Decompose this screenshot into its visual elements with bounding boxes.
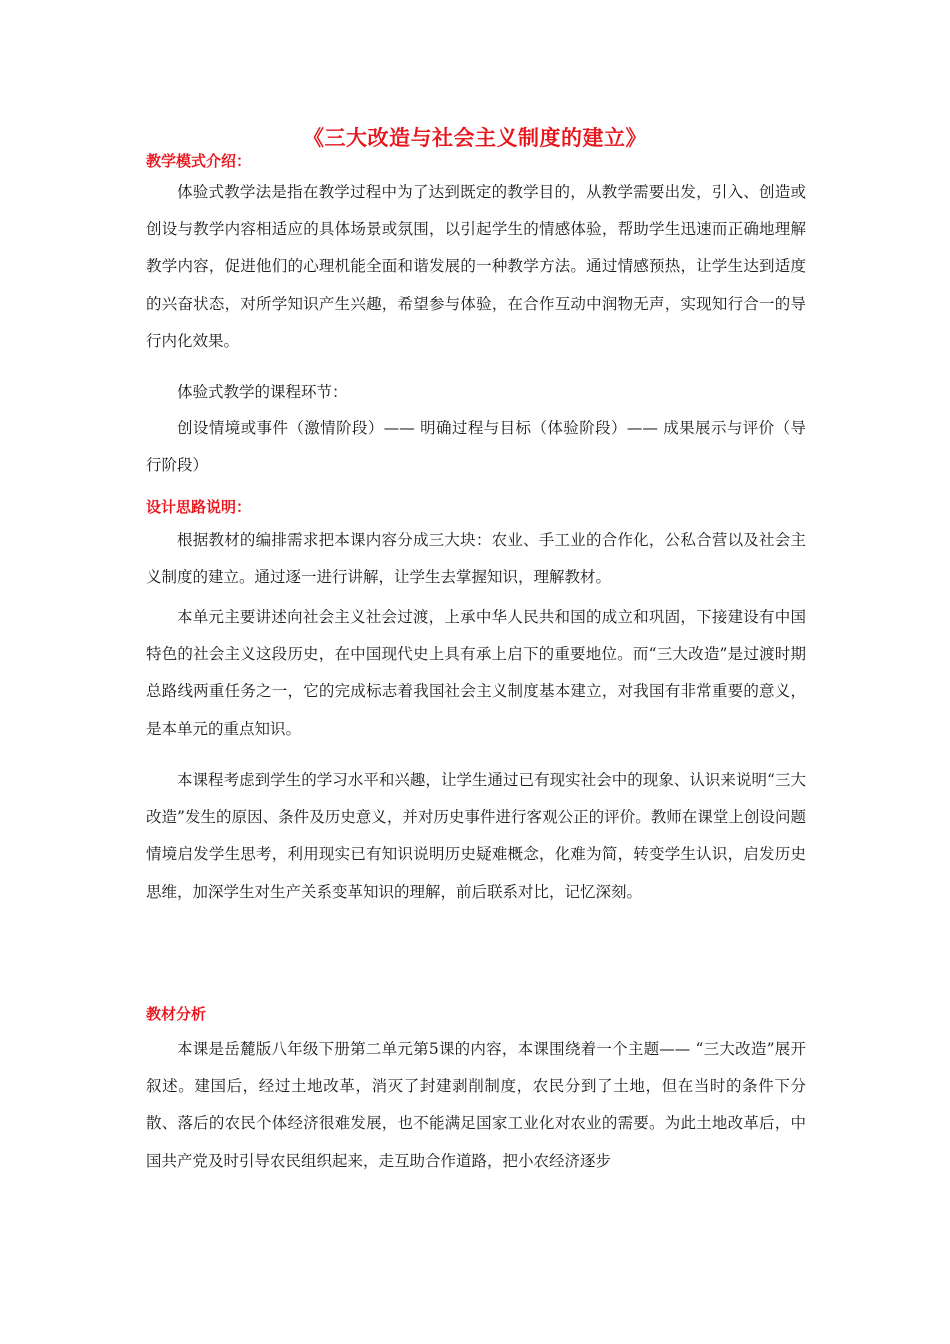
section-heading-textbook-analysis: 教材分析 bbox=[146, 1005, 207, 1023]
section-heading-teaching-mode: 教学模式介绍： bbox=[146, 152, 252, 170]
paragraph: 根据教材的编排需求把本课内容分成三大块：农业、手工业的合作化，公私合营以及社会主义制度的建立。通过逐一进行讲解，让学生去掌握知识，理解教材。 bbox=[146, 531, 806, 587]
paragraph: 本单元主要讲述向社会主义社会过渡，上承中华人民共和国的成立和巩固，下接建设有中国特色的社会主义这段历史，在中国现代史上具有承上启下的重要地位。而“三大改造”是过渡时期总路线两重任务之一，它的完成标志着我国社会主义制度基本建立，对我国有非常重要的意义，是本单元的重点知识。 bbox=[146, 608, 806, 738]
document-title: 《三大改造与社会主义制度的建立》 bbox=[303, 125, 647, 150]
paragraph: 本课程考虑到学生的学习水平和兴趣，让学生通过已有现实社会中的现象、认识来说明“三大改造”发生的原因、条件及历史意义，并对历史事件进行客观公正的评价。教师在课堂上创设问题情境启发学生思考，利用现实已有知识说明历史疑难概念，化难为简，转变学生认识，启发历史思维，加深学生对生产关系变革知识的理解，前后联系对比，记忆深刻。 bbox=[146, 771, 806, 901]
paragraph: 本课是岳麓版八年级下册第二单元第5课的内容，本课围绕着一个主题—— “三大改造”展开叙述。建国后，经过土地改革，消灭了封建剥削制度，农民分到了土地，但在当时的条件下分散、落后的农民个体经济很难发展，也不能满足国家工业化对农业的需要。为此土地改革后，中国共产党及时引导农民组织起来，走互助合作道路，把小农经济逐步 bbox=[146, 1040, 806, 1170]
paragraph: 创设情境或事件（激情阶段）—— 明确过程与目标（体验阶段）—— 成果展示与评价（导行阶段） bbox=[146, 419, 806, 475]
section-heading-design-idea: 设计思路说明： bbox=[146, 498, 252, 516]
paragraph: 体验式教学法是指在教学过程中为了达到既定的教学目的，从教学需要出发，引入、创造或创设与教学内容相适应的具体场景或氛围，以引起学生的情感体验，帮助学生迅速而正确地理解教学内容，促进他们的心理机能全面和谐发展的一种教学方法。通过情感预热，让学生达到适度的兴奋状态，对所学知识产生兴趣，希望参与体验，在合作互动中润物无声，实现知行合一的导行内化效果。 bbox=[146, 183, 806, 350]
paragraph: 体验式教学的课程环节： bbox=[177, 383, 348, 401]
